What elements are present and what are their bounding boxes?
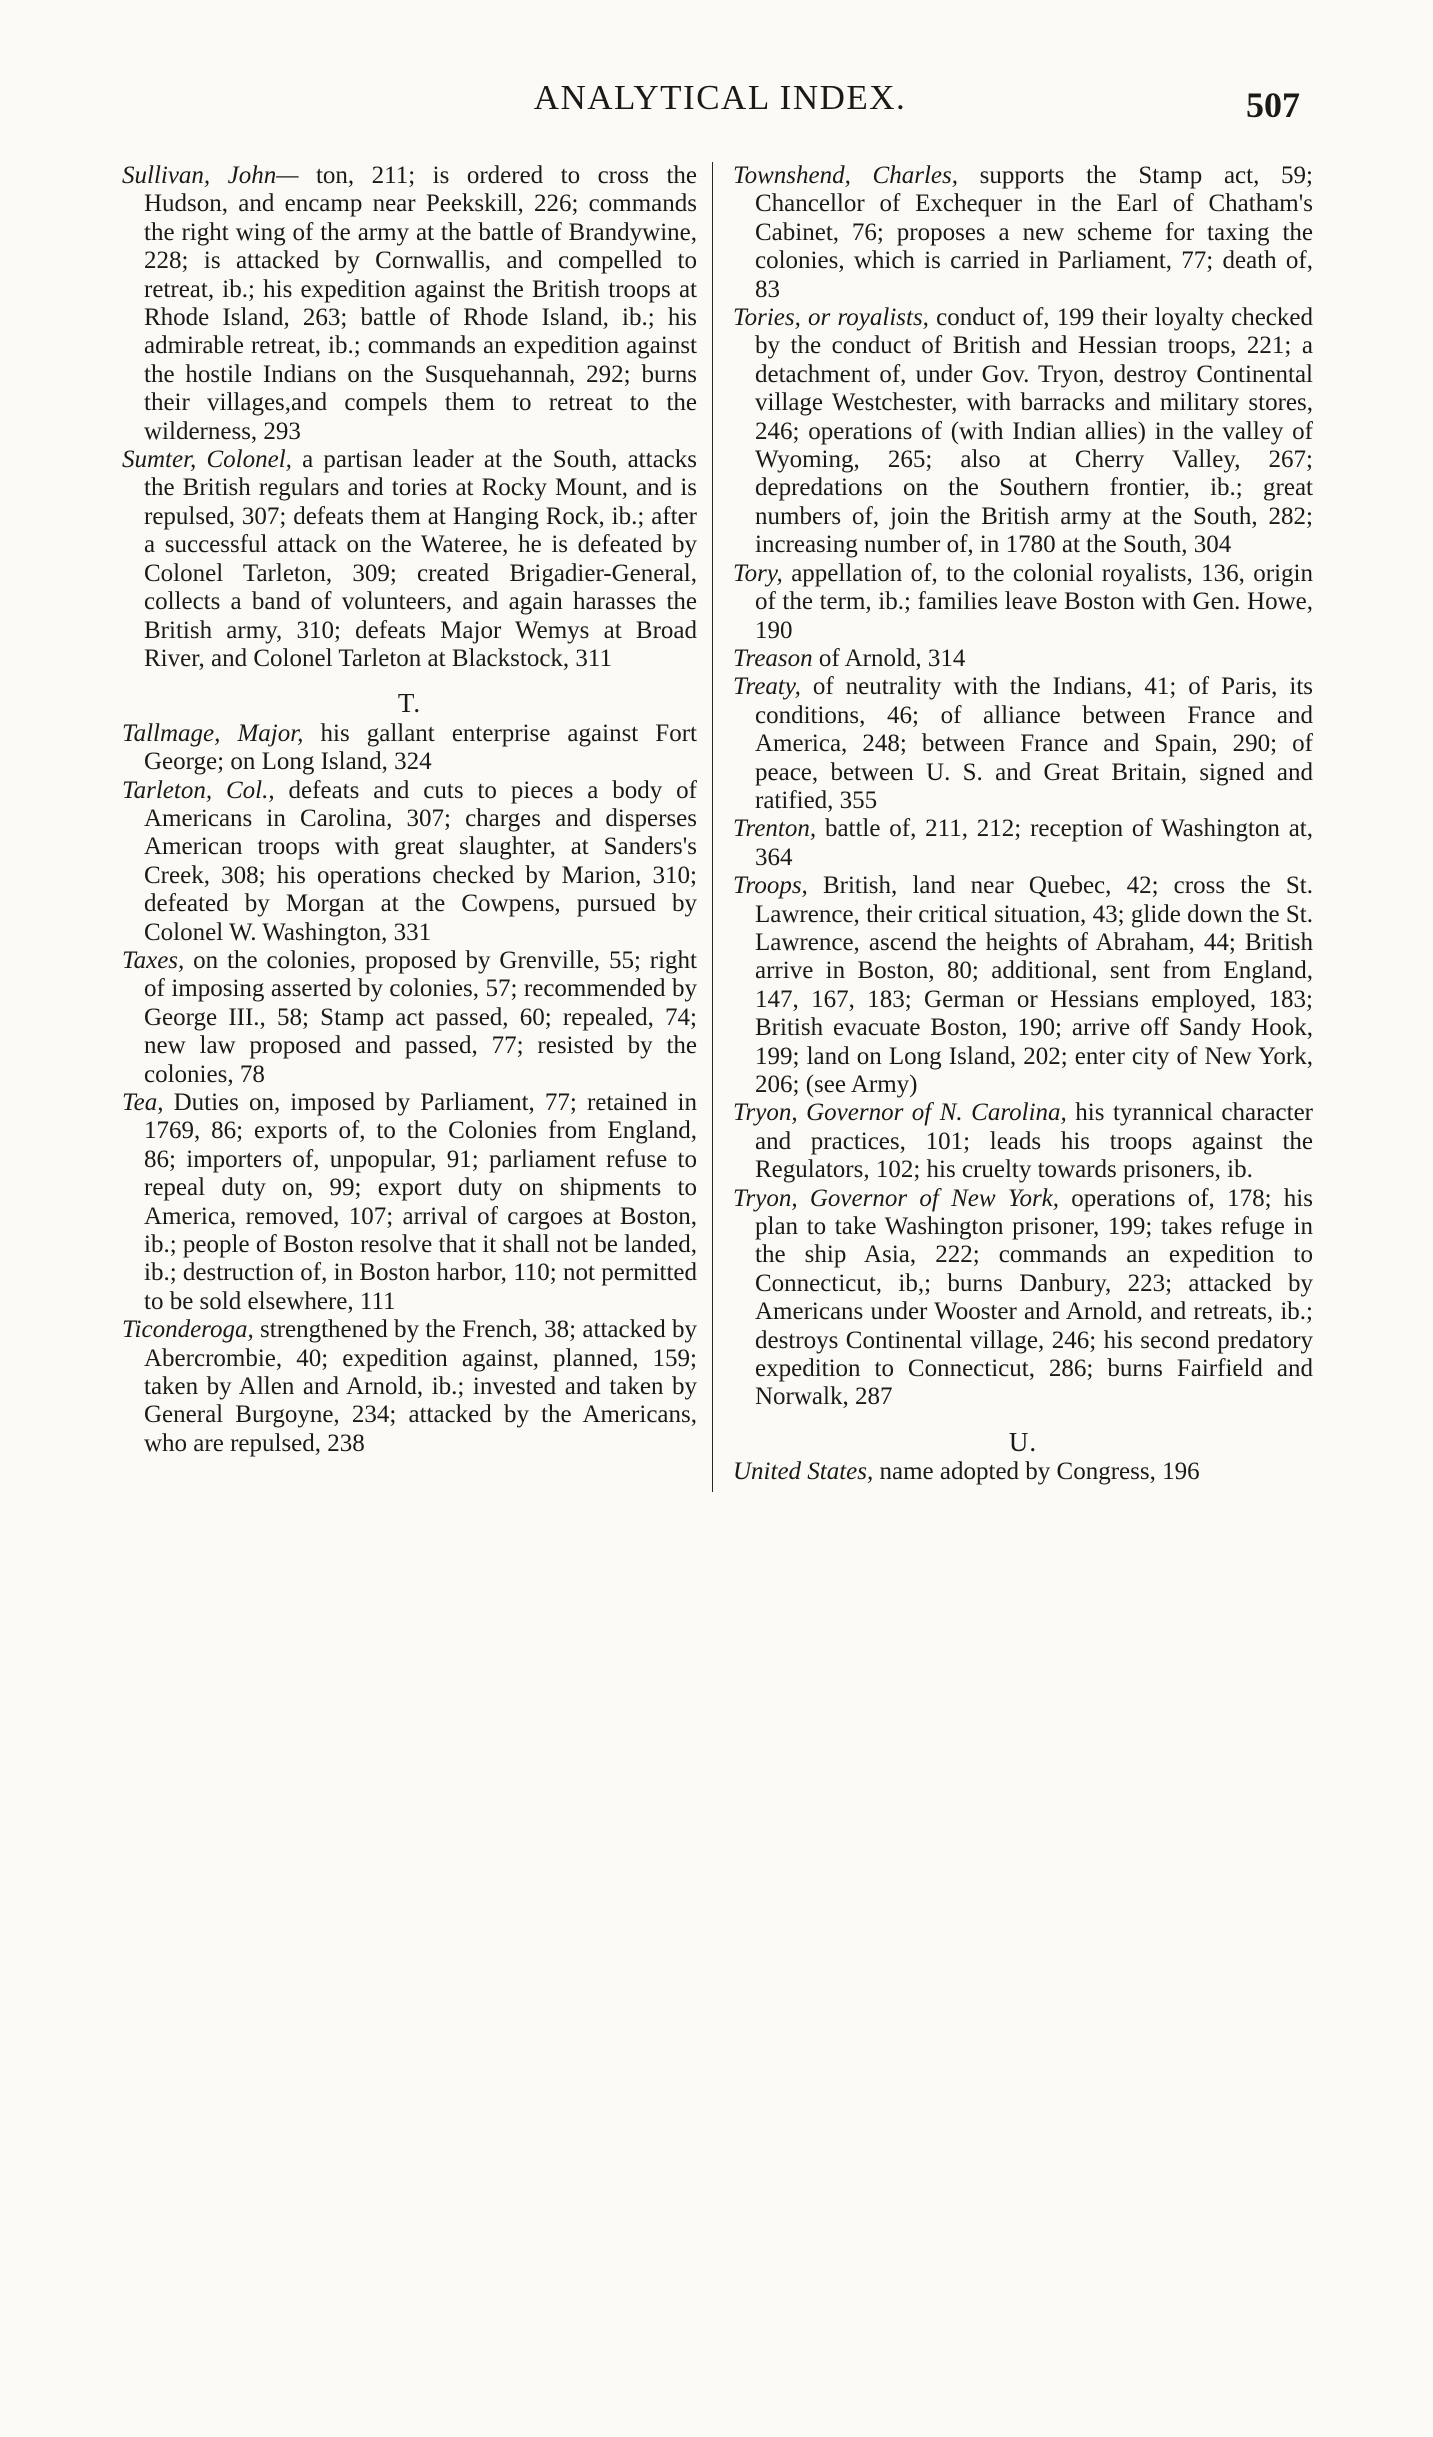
entry-headword: Troops, <box>733 872 808 900</box>
entry-headword: United States, <box>733 1458 874 1486</box>
entry-headword: Townshend, Charles, <box>733 162 958 189</box>
index-entry <box>122 720 697 777</box>
entry-text: strengthened by the French, 38; attacked by Abercrombie, 40; expedition against, planned, 159; taken by Allen and Arnold, ib.; invested and taken by General Burgoyne, 234; attacked by the Americans, who are repulsed, 238 <box>144 1316 697 1457</box>
entry-headword: Trenton, <box>733 815 817 843</box>
index-entry <box>122 162 697 446</box>
page-number: 507 <box>1246 85 1300 125</box>
letter-heading: U. <box>1008 1426 1038 1457</box>
entry-text: a partisan leader at the South, attacks the British regulars and tories at Rocky Mount, and is repulsed, 307; defeats them at Hanging Rock, ib.; after a successful attack on the Wateree, he is defeated by Colonel Tarleton, 309; created Brigadier-General, collects a band of volunteers, and again harasses the British army, 310; defeats Major Wemys at Broad River, and Colonel Tarleton at Blackstock, 311 <box>144 446 697 672</box>
entry-headword: Tryon, Governor of New York, <box>733 1184 1060 1212</box>
entry-headword: Tories, or royalists, <box>733 304 929 332</box>
index-entry <box>733 304 1313 560</box>
entry-headword: Sullivan, John— <box>122 162 299 189</box>
entry-text: supports the Stamp act, 59; Chancellor of Exchequer in the Earl of Chatham's Cabinet, 76; proposes a new scheme for taxing the colonies, which is carried in Parliament, 77; death of, 83 <box>755 162 1313 303</box>
entry-text: Duties on, imposed by Parliament, 77; retained in 1769, 86; exports of, to the Colonies from England, 86; importers of, unpopular, 91; parliament refuse to repeal duty on, 99; export duty on shipments to America, removed, 107; arrival of cargoes at Boston, ib.; people of Boston resolve that it shall not be landed, ib.; destruction of, in Boston harbor, 110; not permitted to be sold elsewhere, 111 <box>144 1089 697 1315</box>
right-column <box>733 162 1313 1487</box>
index-entry <box>733 162 1313 304</box>
entry-text: battle of, 211, 212; reception of Washington at, 364 <box>755 815 1313 871</box>
index-entry <box>733 673 1313 815</box>
entry-text: name adopted by Congress, 196 <box>873 1458 1200 1486</box>
entry-headword: Tarleton, Col., <box>122 776 275 804</box>
entry-headword: Tryon, Governor of N. Carolina, <box>733 1099 1067 1127</box>
entry-text: of Arnold, 314 <box>812 644 966 672</box>
entry-text: ton, 211; is ordered to cross the Hudson, and encamp near Peekskill, 226; commands the right wing of the army at the battle of Brandywine, 228; is attacked by Cornwallis, and compelled to retreat, ib.; his expedition against the British troops at Rhode Island, 263; battle of Rhode Island, ib.; his admirable retreat, ib.; commands an expedition against the hostile Indians on the Susquehannah, 292; burns their villages,and compels them to retreat to the wilderness, 293 <box>144 162 697 445</box>
entry-text: his gallant enterprise against Fort George; on Long Island, 324 <box>144 719 697 776</box>
entry-text: British, land near Quebec, 42; cross the St. Lawrence, their critical situation, 43; glide down the St. Lawrence, ascend the heights of Abraham, 44; British arrive in Boston, 80; additional, sent from England, 147, 167, 183; German or Hessians employed, 183; British evacuate Boston, 190; arrive off Sandy Hook, 199; land on Long Island, 202; enter city of New York, 206; (see Army) <box>755 872 1313 1098</box>
index-entry <box>733 1185 1313 1412</box>
index-entry <box>733 1099 1313 1184</box>
letter-heading: T. <box>397 688 422 719</box>
index-entry <box>733 560 1313 645</box>
index-entry <box>122 947 697 1089</box>
entry-text: on the colonies, proposed by Grenville, 55; right of imposing asserted by colonies, 57; recommended by George III., 58; Stamp act passed, 60; repealed, 74; new law proposed and passed, 77; resisted by the colonies, 78 <box>144 946 697 1088</box>
entry-text: conduct of, 199 their loyalty checked by the conduct of British and Hessian troops, 221; a detachment of, under Gov. Tryon, destroy Continental village Westchester, with barracks and military stores, 246; operations of (with Indian allies) in the valley of Wyoming, 265; also at Cherry Valley, 267; depredations on the Southern frontier, ib.; great numbers of, join the British army at the South, 282; increasing number of, in 1780 at the South, 304 <box>755 304 1313 559</box>
index-entry <box>733 645 1313 673</box>
index-entry <box>733 872 1313 1099</box>
entry-text: defeats and cuts to pieces a body of Americans in Carolina, 307; charges and disperses American troops with great slaughter, at Sanders's Creek, 308; his operations checked by Marion, 310; defeated by Morgan at the Cowpens, pursued by Colonel W. Washington, 331 <box>144 776 697 946</box>
entry-headword: Tallmage, Major, <box>122 719 304 747</box>
running-title: ANALYTICAL INDEX. <box>533 78 907 117</box>
index-entry <box>733 1458 1313 1486</box>
left-column <box>122 162 697 1458</box>
entry-headword: Treaty, <box>733 673 801 701</box>
entry-headword: Tea, <box>122 1089 164 1116</box>
entry-text: his tyrannical character and practices, 101; leads his troops against the Regulators, 102; his cruelty towards prisoners, ib. <box>755 1099 1313 1184</box>
entry-headword: Tory, <box>733 559 783 587</box>
entry-text: operations of, 178; his plan to take Washington prisoner, 199; takes refuge in the ship Asia, 222; commands an expedition to Connecticut, ib,; burns Danbury, 223; attacked by Americans under Wooster and Arnold, and retreats, ib.; destroys Continental village, 246; his second predatory expedition to Connecticut, 286; burns Fairfield and Norwalk, 287 <box>755 1184 1313 1411</box>
entry-headword: Treason <box>733 644 813 672</box>
entry-text: appellation of, to the colonial royalists, 136, origin of the term, ib.; families leave Boston with Gen. Howe, 190 <box>755 559 1313 644</box>
index-entry <box>733 815 1313 872</box>
index-entry <box>122 1089 697 1316</box>
index-entry <box>122 446 697 673</box>
entry-headword: Ticonderoga, <box>122 1316 254 1344</box>
column-divider <box>712 162 713 1492</box>
page-header <box>0 78 1433 138</box>
entry-headword: Taxes, <box>122 946 185 974</box>
index-entry <box>122 1316 697 1458</box>
entry-text: of neutrality with the Indians, 41; of Paris, its conditions, 46; of alliance between France and America, 248; between France and Spain, 290; of peace, between U. S. and Great Britain, signed and ratified, 355 <box>755 673 1313 814</box>
entry-headword: Sumter, Colonel, <box>122 446 292 474</box>
index-entry <box>122 777 697 947</box>
